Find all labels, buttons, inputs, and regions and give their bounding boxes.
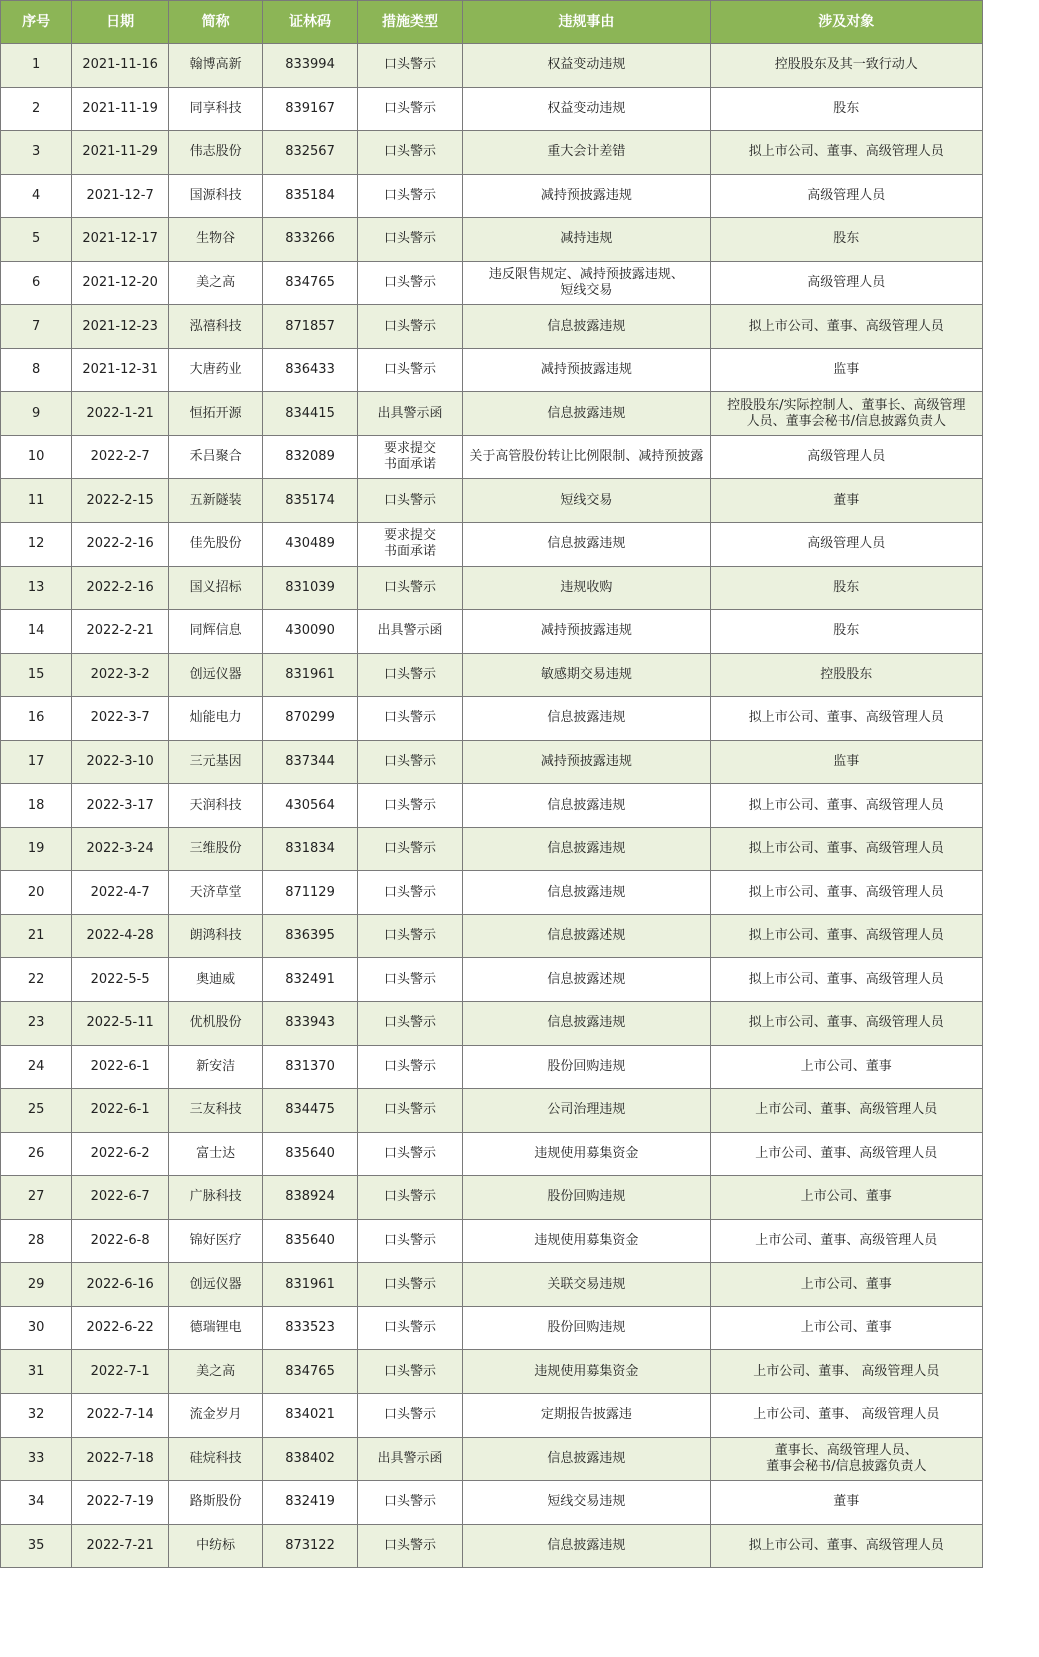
header-violation-reason: 违规事由: [463, 1, 710, 44]
cell-violation-reason: 减持预披露违规: [463, 174, 710, 218]
cell-violation-reason: 定期报告披露违: [463, 1393, 710, 1437]
cell-involved-parties: 监事: [710, 740, 982, 784]
cell-violation-reason: 减持预披露违规: [463, 610, 710, 654]
cell-violation-reason: 信息披露述规: [463, 914, 710, 958]
cell-violation-reason: 股份回购违规: [463, 1306, 710, 1350]
cell-violation-reason: 违规使用募集资金: [463, 1132, 710, 1176]
cell-short-name: 佳先股份: [168, 523, 262, 567]
cell-index: 7: [1, 305, 72, 349]
cell-index: 27: [1, 1176, 72, 1220]
cell-involved-parties: 控股股东及其一致行动人: [710, 44, 982, 88]
cell-index: 4: [1, 174, 72, 218]
cell-involved-parties: 拟上市公司、董事、高级管理人员: [710, 131, 982, 175]
cell-measure-type: 口头警示: [357, 1089, 463, 1133]
table-row: [1, 1393, 983, 1437]
cell-measure-type: 口头警示: [357, 871, 463, 915]
cell-violation-reason: 信息披露违规: [463, 871, 710, 915]
table-row: [1, 958, 983, 1002]
cell-short-name: 创远仪器: [168, 653, 262, 697]
cell-involved-parties: 控股股东/实际控制人、董事长、高级管理 人员、董事会秘书/信息披露负责人: [710, 392, 982, 436]
cell-involved-parties: 拟上市公司、董事、高级管理人员: [710, 1002, 982, 1046]
cell-violation-reason: 信息披露述规: [463, 958, 710, 1002]
cell-measure-type: 口头警示: [357, 1132, 463, 1176]
table-row: [1, 871, 983, 915]
cell-measure-type: 出具警示函: [357, 1437, 463, 1481]
table-row: [1, 566, 983, 610]
cell-involved-parties: 监事: [710, 348, 982, 392]
cell-date: 2022-5-11: [72, 1002, 168, 1046]
header-index: 序号: [1, 1, 72, 44]
table-row: [1, 131, 983, 175]
cell-violation-reason: 信息披露违规: [463, 1524, 710, 1568]
header-date: 日期: [72, 1, 168, 44]
cell-stock-code: 832089: [263, 435, 357, 479]
cell-involved-parties: 拟上市公司、董事、高级管理人员: [710, 305, 982, 349]
cell-index: 28: [1, 1219, 72, 1263]
cell-stock-code: 871129: [263, 871, 357, 915]
cell-stock-code: 870299: [263, 697, 357, 741]
cell-index: 3: [1, 131, 72, 175]
header-involved-parties: 涉及对象: [710, 1, 982, 44]
cell-measure-type: 口头警示: [357, 697, 463, 741]
cell-measure-type: 口头警示: [357, 827, 463, 871]
cell-stock-code: 834475: [263, 1089, 357, 1133]
cell-index: 30: [1, 1306, 72, 1350]
cell-violation-reason: 关于高管股份转让比例限制、减持预披露: [463, 435, 710, 479]
table-row: [1, 653, 983, 697]
cell-index: 22: [1, 958, 72, 1002]
cell-short-name: 朗鸿科技: [168, 914, 262, 958]
cell-index: 24: [1, 1045, 72, 1089]
cell-index: 21: [1, 914, 72, 958]
cell-involved-parties: 董事: [710, 1481, 982, 1525]
cell-measure-type: 出具警示函: [357, 610, 463, 654]
cell-involved-parties: 高级管理人员: [710, 174, 982, 218]
cell-short-name: 泓禧科技: [168, 305, 262, 349]
cell-involved-parties: 上市公司、董事: [710, 1045, 982, 1089]
table-row: [1, 174, 983, 218]
cell-index: 17: [1, 740, 72, 784]
cell-date: 2022-7-19: [72, 1481, 168, 1525]
cell-short-name: 新安洁: [168, 1045, 262, 1089]
cell-short-name: 伟志股份: [168, 131, 262, 175]
cell-short-name: 三维股份: [168, 827, 262, 871]
cell-date: 2022-3-7: [72, 697, 168, 741]
cell-stock-code: 838402: [263, 1437, 357, 1481]
cell-date: 2022-6-8: [72, 1219, 168, 1263]
cell-stock-code: 873122: [263, 1524, 357, 1568]
cell-short-name: 翰博高新: [168, 44, 262, 88]
cell-index: 11: [1, 479, 72, 523]
cell-violation-reason: 违规使用募集资金: [463, 1219, 710, 1263]
cell-short-name: 奥迪威: [168, 958, 262, 1002]
cell-index: 25: [1, 1089, 72, 1133]
table-row: [1, 1481, 983, 1525]
cell-date: 2022-3-2: [72, 653, 168, 697]
cell-short-name: 禾吕聚合: [168, 435, 262, 479]
cell-date: 2022-6-2: [72, 1132, 168, 1176]
cell-date: 2022-6-7: [72, 1176, 168, 1220]
cell-date: 2022-7-18: [72, 1437, 168, 1481]
table-row: [1, 784, 983, 828]
cell-date: 2022-7-14: [72, 1393, 168, 1437]
cell-involved-parties: 拟上市公司、董事、高级管理人员: [710, 827, 982, 871]
table-row: [1, 1524, 983, 1568]
cell-violation-reason: 重大会计差错: [463, 131, 710, 175]
table-row: [1, 1002, 983, 1046]
cell-involved-parties: 拟上市公司、董事、高级管理人员: [710, 1524, 982, 1568]
cell-index: 16: [1, 697, 72, 741]
cell-violation-reason: 权益变动违规: [463, 87, 710, 131]
cell-violation-reason: 信息披露违规: [463, 392, 710, 436]
cell-date: 2022-2-15: [72, 479, 168, 523]
cell-measure-type: 要求提交 书面承诺: [357, 435, 463, 479]
table-row: [1, 479, 983, 523]
cell-short-name: 同享科技: [168, 87, 262, 131]
cell-short-name: 五新隧装: [168, 479, 262, 523]
cell-date: 2022-2-16: [72, 566, 168, 610]
cell-measure-type: 口头警示: [357, 914, 463, 958]
cell-measure-type: 口头警示: [357, 1176, 463, 1220]
cell-involved-parties: 股东: [710, 610, 982, 654]
cell-short-name: 大唐药业: [168, 348, 262, 392]
cell-index: 34: [1, 1481, 72, 1525]
cell-measure-type: 口头警示: [357, 1350, 463, 1394]
cell-involved-parties: 高级管理人员: [710, 261, 982, 305]
cell-stock-code: 836433: [263, 348, 357, 392]
cell-index: 23: [1, 1002, 72, 1046]
cell-short-name: 国源科技: [168, 174, 262, 218]
cell-short-name: 优机股份: [168, 1002, 262, 1046]
cell-violation-reason: 股份回购违规: [463, 1176, 710, 1220]
cell-index: 31: [1, 1350, 72, 1394]
cell-date: 2022-1-21: [72, 392, 168, 436]
cell-stock-code: 834765: [263, 261, 357, 305]
cell-measure-type: 口头警示: [357, 1393, 463, 1437]
cell-stock-code: 833266: [263, 218, 357, 262]
cell-index: 29: [1, 1263, 72, 1307]
cell-measure-type: 口头警示: [357, 305, 463, 349]
cell-date: 2022-5-5: [72, 958, 168, 1002]
table-row: [1, 44, 983, 88]
cell-involved-parties: 上市公司、董事、 高级管理人员: [710, 1393, 982, 1437]
cell-stock-code: 835184: [263, 174, 357, 218]
cell-short-name: 国义招标: [168, 566, 262, 610]
cell-stock-code: 832567: [263, 131, 357, 175]
cell-stock-code: 831039: [263, 566, 357, 610]
cell-date: 2022-3-17: [72, 784, 168, 828]
header-measure-type: 措施类型: [357, 1, 463, 44]
cell-short-name: 美之高: [168, 261, 262, 305]
cell-date: 2022-3-10: [72, 740, 168, 784]
cell-measure-type: 口头警示: [357, 1524, 463, 1568]
cell-index: 26: [1, 1132, 72, 1176]
cell-stock-code: 832419: [263, 1481, 357, 1525]
cell-measure-type: 口头警示: [357, 1045, 463, 1089]
table-row: [1, 1132, 983, 1176]
cell-short-name: 天济草堂: [168, 871, 262, 915]
cell-violation-reason: 信息披露违规: [463, 1437, 710, 1481]
cell-date: 2021-11-19: [72, 87, 168, 131]
cell-stock-code: 831961: [263, 653, 357, 697]
cell-stock-code: 831834: [263, 827, 357, 871]
cell-violation-reason: 信息披露违规: [463, 1002, 710, 1046]
cell-date: 2022-6-1: [72, 1045, 168, 1089]
cell-violation-reason: 违规使用募集资金: [463, 1350, 710, 1394]
cell-index: 32: [1, 1393, 72, 1437]
cell-short-name: 三元基因: [168, 740, 262, 784]
cell-measure-type: 口头警示: [357, 1002, 463, 1046]
cell-index: 8: [1, 348, 72, 392]
cell-measure-type: 口头警示: [357, 479, 463, 523]
cell-involved-parties: 高级管理人员: [710, 435, 982, 479]
table-row: [1, 218, 983, 262]
cell-measure-type: 口头警示: [357, 1263, 463, 1307]
cell-index: 9: [1, 392, 72, 436]
cell-violation-reason: 违反限售规定、减持预披露违规、 短线交易: [463, 261, 710, 305]
table-row: [1, 87, 983, 131]
cell-date: 2021-11-29: [72, 131, 168, 175]
cell-violation-reason: 信息披露违规: [463, 305, 710, 349]
cell-measure-type: 口头警示: [357, 174, 463, 218]
cell-stock-code: 835640: [263, 1132, 357, 1176]
cell-measure-type: 口头警示: [357, 131, 463, 175]
cell-violation-reason: 短线交易违规: [463, 1481, 710, 1525]
cell-stock-code: 833994: [263, 44, 357, 88]
cell-short-name: 生物谷: [168, 218, 262, 262]
cell-stock-code: 831370: [263, 1045, 357, 1089]
cell-short-name: 美之高: [168, 1350, 262, 1394]
cell-measure-type: 口头警示: [357, 1219, 463, 1263]
cell-date: 2022-2-21: [72, 610, 168, 654]
cell-index: 18: [1, 784, 72, 828]
cell-involved-parties: 上市公司、董事: [710, 1176, 982, 1220]
cell-index: 6: [1, 261, 72, 305]
cell-date: 2021-12-7: [72, 174, 168, 218]
table-row: [1, 523, 983, 567]
cell-measure-type: 口头警示: [357, 348, 463, 392]
table-row: [1, 914, 983, 958]
cell-involved-parties: 股东: [710, 218, 982, 262]
cell-short-name: 三友科技: [168, 1089, 262, 1133]
cell-index: 13: [1, 566, 72, 610]
cell-stock-code: 836395: [263, 914, 357, 958]
cell-date: 2021-12-20: [72, 261, 168, 305]
cell-stock-code: 833523: [263, 1306, 357, 1350]
cell-date: 2022-4-7: [72, 871, 168, 915]
cell-violation-reason: 信息披露违规: [463, 523, 710, 567]
table-row: [1, 740, 983, 784]
cell-short-name: 灿能电力: [168, 697, 262, 741]
table-row: [1, 261, 983, 305]
cell-involved-parties: 拟上市公司、董事、高级管理人员: [710, 958, 982, 1002]
cell-involved-parties: 拟上市公司、董事、高级管理人员: [710, 914, 982, 958]
cell-date: 2022-6-16: [72, 1263, 168, 1307]
cell-measure-type: 口头警示: [357, 566, 463, 610]
cell-short-name: 中纺标: [168, 1524, 262, 1568]
cell-measure-type: 要求提交 书面承诺: [357, 523, 463, 567]
cell-short-name: 同辉信息: [168, 610, 262, 654]
cell-short-name: 富士达: [168, 1132, 262, 1176]
cell-index: 35: [1, 1524, 72, 1568]
cell-date: 2021-12-23: [72, 305, 168, 349]
cell-stock-code: 835174: [263, 479, 357, 523]
cell-involved-parties: 上市公司、董事: [710, 1263, 982, 1307]
cell-violation-reason: 信息披露违规: [463, 697, 710, 741]
cell-involved-parties: 拟上市公司、董事、高级管理人员: [710, 871, 982, 915]
cell-short-name: 创远仪器: [168, 1263, 262, 1307]
table-row: [1, 1437, 983, 1481]
table-row: [1, 392, 983, 436]
cell-short-name: 德瑞锂电: [168, 1306, 262, 1350]
cell-measure-type: 口头警示: [357, 653, 463, 697]
cell-index: 1: [1, 44, 72, 88]
cell-index: 15: [1, 653, 72, 697]
cell-measure-type: 口头警示: [357, 44, 463, 88]
cell-stock-code: 835640: [263, 1219, 357, 1263]
cell-stock-code: 834415: [263, 392, 357, 436]
cell-date: 2021-12-17: [72, 218, 168, 262]
cell-involved-parties: 上市公司、董事、 高级管理人员: [710, 1350, 982, 1394]
cell-violation-reason: 敏感期交易违规: [463, 653, 710, 697]
cell-violation-reason: 减持预披露违规: [463, 348, 710, 392]
cell-violation-reason: 信息披露违规: [463, 784, 710, 828]
cell-short-name: 天润科技: [168, 784, 262, 828]
cell-involved-parties: 控股股东: [710, 653, 982, 697]
cell-stock-code: 834765: [263, 1350, 357, 1394]
cell-violation-reason: 关联交易违规: [463, 1263, 710, 1307]
cell-date: 2022-3-24: [72, 827, 168, 871]
cell-violation-reason: 减持违规: [463, 218, 710, 262]
cell-involved-parties: 上市公司、董事、高级管理人员: [710, 1089, 982, 1133]
cell-violation-reason: 股份回购违规: [463, 1045, 710, 1089]
cell-violation-reason: 公司治理违规: [463, 1089, 710, 1133]
cell-date: 2022-2-7: [72, 435, 168, 479]
table-row: [1, 348, 983, 392]
cell-measure-type: 口头警示: [357, 87, 463, 131]
cell-date: 2021-12-31: [72, 348, 168, 392]
cell-index: 2: [1, 87, 72, 131]
cell-measure-type: 出具警示函: [357, 392, 463, 436]
table-row: [1, 305, 983, 349]
cell-stock-code: 430090: [263, 610, 357, 654]
cell-violation-reason: 短线交易: [463, 479, 710, 523]
cell-involved-parties: 拟上市公司、董事、高级管理人员: [710, 697, 982, 741]
table-row: [1, 1306, 983, 1350]
cell-short-name: 路斯股份: [168, 1481, 262, 1525]
cell-date: 2022-6-1: [72, 1089, 168, 1133]
cell-involved-parties: 高级管理人员: [710, 523, 982, 567]
cell-involved-parties: 股东: [710, 87, 982, 131]
cell-measure-type: 口头警示: [357, 1481, 463, 1525]
table-row: [1, 1176, 983, 1220]
cell-short-name: 硅烷科技: [168, 1437, 262, 1481]
cell-involved-parties: 董事: [710, 479, 982, 523]
cell-stock-code: 834021: [263, 1393, 357, 1437]
cell-index: 5: [1, 218, 72, 262]
cell-involved-parties: 股东: [710, 566, 982, 610]
table-row: [1, 827, 983, 871]
cell-violation-reason: 权益变动违规: [463, 44, 710, 88]
cell-date: 2022-6-22: [72, 1306, 168, 1350]
cell-index: 12: [1, 523, 72, 567]
cell-measure-type: 口头警示: [357, 784, 463, 828]
cell-short-name: 锦好医疗: [168, 1219, 262, 1263]
header-short-name: 简称: [168, 1, 262, 44]
cell-stock-code: 839167: [263, 87, 357, 131]
cell-violation-reason: 减持预披露违规: [463, 740, 710, 784]
cell-involved-parties: 上市公司、董事、高级管理人员: [710, 1219, 982, 1263]
cell-short-name: 广脉科技: [168, 1176, 262, 1220]
cell-short-name: 恒拓开源: [168, 392, 262, 436]
table-row: [1, 1350, 983, 1394]
cell-index: 14: [1, 610, 72, 654]
cell-involved-parties: 上市公司、董事: [710, 1306, 982, 1350]
cell-date: 2022-2-16: [72, 523, 168, 567]
table-row: [1, 1219, 983, 1263]
table-row: [1, 1263, 983, 1307]
cell-stock-code: 832491: [263, 958, 357, 1002]
cell-stock-code: 871857: [263, 305, 357, 349]
header-row: [1, 1, 983, 44]
table-row: [1, 610, 983, 654]
table-row: [1, 697, 983, 741]
cell-measure-type: 口头警示: [357, 1306, 463, 1350]
cell-stock-code: 838924: [263, 1176, 357, 1220]
cell-stock-code: 831961: [263, 1263, 357, 1307]
cell-violation-reason: 信息披露违规: [463, 827, 710, 871]
cell-involved-parties: 上市公司、董事、高级管理人员: [710, 1132, 982, 1176]
table-row: [1, 1089, 983, 1133]
table-row: [1, 1045, 983, 1089]
cell-date: 2022-7-21: [72, 1524, 168, 1568]
cell-index: 19: [1, 827, 72, 871]
cell-index: 20: [1, 871, 72, 915]
header-stock-code: 证林码: [263, 1, 357, 44]
cell-involved-parties: 拟上市公司、董事、高级管理人员: [710, 784, 982, 828]
cell-stock-code: 430489: [263, 523, 357, 567]
cell-measure-type: 口头警示: [357, 958, 463, 1002]
cell-date: 2022-7-1: [72, 1350, 168, 1394]
cell-index: 33: [1, 1437, 72, 1481]
table-row: [1, 435, 983, 479]
cell-stock-code: 837344: [263, 740, 357, 784]
cell-violation-reason: 违规收购: [463, 566, 710, 610]
cell-involved-parties: 董事长、高级管理人员、 董事会秘书/信息披露负责人: [710, 1437, 982, 1481]
cell-measure-type: 口头警示: [357, 261, 463, 305]
cell-date: 2022-4-28: [72, 914, 168, 958]
cell-short-name: 流金岁月: [168, 1393, 262, 1437]
cell-index: 10: [1, 435, 72, 479]
cell-stock-code: 430564: [263, 784, 357, 828]
cell-stock-code: 833943: [263, 1002, 357, 1046]
cell-date: 2021-11-16: [72, 44, 168, 88]
cell-measure-type: 口头警示: [357, 218, 463, 262]
cell-measure-type: 口头警示: [357, 740, 463, 784]
